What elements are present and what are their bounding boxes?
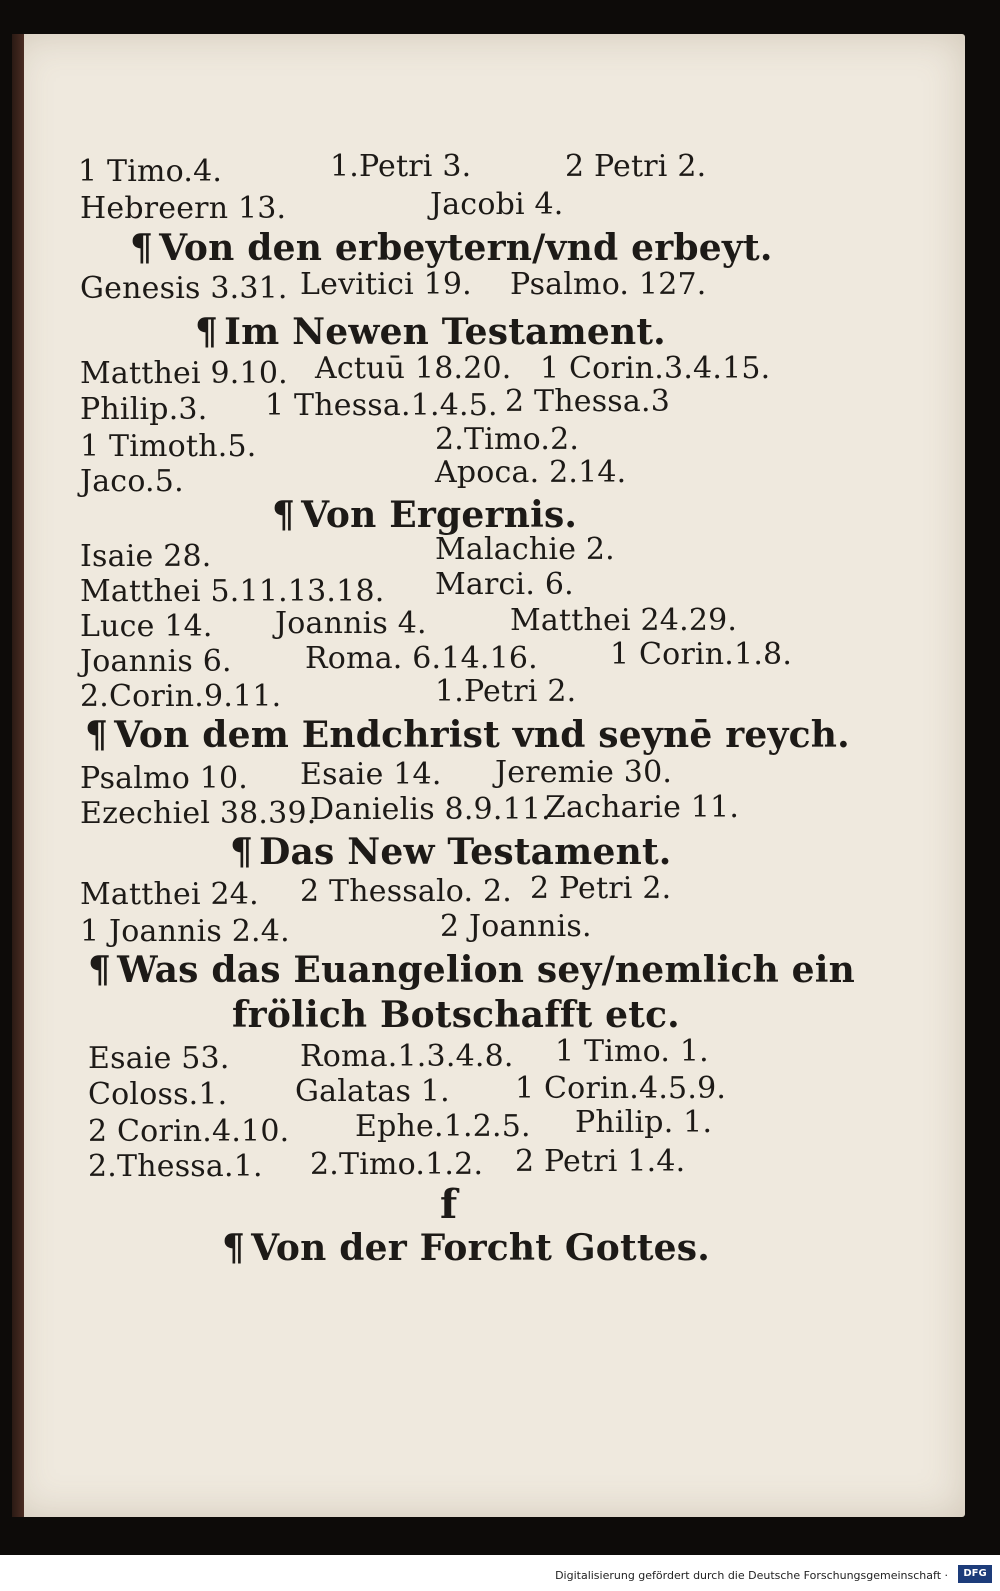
section-heading-continued: frölich Botschafft etc. [232,994,680,1036]
ref-line: 1 Corin.4.5.9. [515,1071,727,1106]
page-spine-edge [12,34,24,1517]
ref-line: Ephe.1.2.5. [355,1109,531,1144]
ref-line: 2.Timo.2. [435,422,580,457]
section-heading: ¶ Im Newen Testament. [195,311,666,353]
ref-line: Luce 14. [80,609,213,644]
ref-line: 2 Corin.4.10. [88,1114,290,1149]
ref-line: Esaie 53. [88,1041,230,1076]
ref-line: Joannis 6. [80,644,232,679]
ref-line: 1 Timoth.5. [80,429,257,464]
ref-line: Isaie 28. [80,539,212,574]
section-heading: ¶ Von dem Endchrist vnd seynē reych. [85,714,850,756]
ref-line: Ezechiel 38.39. [80,796,317,831]
ref-line: 2 Petri 2. [530,871,672,906]
ref-line: 2 Joannis. [440,909,592,944]
ref-line: Danielis 8.9.11. [310,792,551,827]
ref-line: Psalmo 10. [80,761,249,796]
ref-line: Jacobi 4. [430,187,564,222]
ref-line: Matthei 9.10. [80,356,288,391]
pilcrow-icon: ¶ [272,494,296,536]
ref-line: Malachie 2. [435,532,615,567]
ref-line: Jaco.5. [80,464,184,499]
ref-line: 1 Joannis 2.4. [80,914,290,949]
ref-line: 2.Timo.1.2. [310,1147,484,1182]
pilcrow-icon: ¶ [195,311,219,353]
section-heading: ¶ Von der Forcht Gottes. [222,1227,710,1269]
ref-line: 2 Petri 2. [565,149,707,184]
ref-line: 2 Thessa.3 [505,384,671,419]
ref-line: Matthei 24. [80,877,259,912]
pilcrow-icon: ¶ [85,714,109,756]
footer-bar [0,1555,1000,1591]
ref-line: Joannis 4. [275,606,427,641]
dfg-logo: DFG [958,1565,992,1583]
ref-line: Apoca. 2.14. [435,455,627,490]
ref-line: 2 Petri 1.4. [515,1144,686,1179]
pilcrow-icon: ¶ [230,831,254,873]
ref-line: 1.Petri 3. [330,149,472,184]
pilcrow-icon: ¶ [222,1227,246,1269]
ref-line: Matthei 5.11.13.18. [80,574,385,609]
ref-line: 1 Thessa.1.4.5. [265,388,498,423]
section-heading: ¶ Was das Euangelion sey/nemlich ein [88,949,856,991]
ref-line: Marci. 6. [435,567,574,602]
ref-line: Roma.1.3.4.8. [300,1039,514,1074]
ref-line: Psalmo. 127. [510,267,707,302]
section-heading: ¶ Von den erbeytern/vnd erbeyt. [130,227,773,269]
section-heading: ¶ Von Ergernis. [272,494,578,536]
ref-line: 2 Thessalo. 2. [300,874,513,909]
ref-line: Coloss.1. [88,1077,228,1112]
ref-line: Philip.3. [80,392,208,427]
ref-line: Levitici 19. [300,267,472,302]
ref-line: 1 Corin.3.4.15. [540,351,771,386]
section-heading: ¶ Das New Testament. [230,831,672,873]
pilcrow-icon: ¶ [88,949,112,991]
ref-line: Zacharie 11. [545,790,740,825]
ref-line: 2.Thessa.1. [88,1149,263,1184]
ref-line: 1 Timo. 1. [555,1034,709,1069]
ref-line: Esaie 14. [300,757,442,792]
pilcrow-icon: ¶ [130,227,154,269]
ref-line: Jeremie 30. [495,755,673,790]
ref-line: Philip. 1. [575,1105,713,1140]
ref-line: 2.Corin.9.11. [80,679,282,714]
footer-credit: Digitalisierung gefördert durch die Deutsche Forschungsgemeinschaft · [555,1569,948,1582]
signature-mark: f [440,1181,458,1228]
ref-line: 1 Timo.4. [78,154,223,189]
ref-line: 1.Petri 2. [435,674,577,709]
ref-line: Hebreern 13. [80,191,287,226]
ref-line: Actuū 18.20. [315,351,512,386]
ref-line: Roma. 6.14.16. [305,641,538,676]
ref-line: Galatas 1. [295,1074,450,1109]
ref-line: 1 Corin.1.8. [610,637,793,672]
ref-line: Matthei 24.29. [510,603,738,638]
ref-line: Genesis 3.31. [80,271,288,306]
